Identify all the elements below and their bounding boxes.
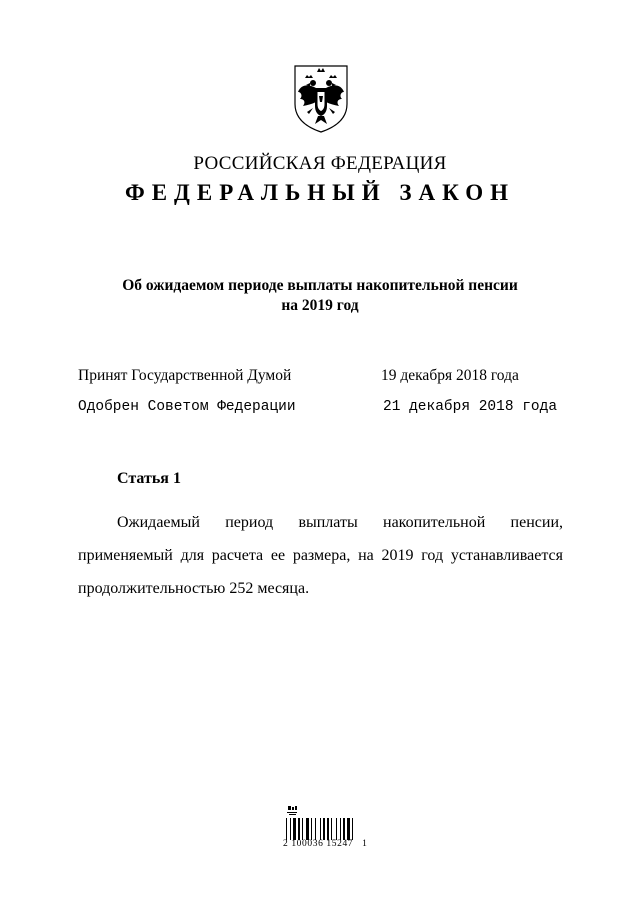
law-title-line-1: Об ожидаемом периоде выплаты накопительной пенсии <box>122 277 518 294</box>
article-heading: Статья 1 <box>117 470 181 487</box>
duma-adoption-date: 19 декабря 2018 года <box>381 367 519 384</box>
coat-of-arms-icon <box>289 62 353 134</box>
document-type: ФЕДЕРАЛЬНЫЙ ЗАКОН <box>124 180 516 205</box>
law-title-line-2: на 2019 год <box>281 297 359 314</box>
law-title <box>0 276 640 316</box>
country-name: РОССИЙСКАЯ ФЕДЕРАЦИЯ <box>193 153 447 174</box>
council-approval-date: 21 декабря 2018 года <box>383 399 558 415</box>
council-approval-label: Одобрен Советом Федерации <box>78 399 296 415</box>
article-text: Ожидаемый период выплаты накопительной пенсии, применяемый для расчета ее размера, на 2019 год устанавливается продолжительностью 252 месяца. <box>78 514 563 597</box>
duma-adoption-label: Принят Государственной Думой <box>78 367 292 384</box>
barcode-number: 2 100036 15247 1 <box>283 839 368 849</box>
